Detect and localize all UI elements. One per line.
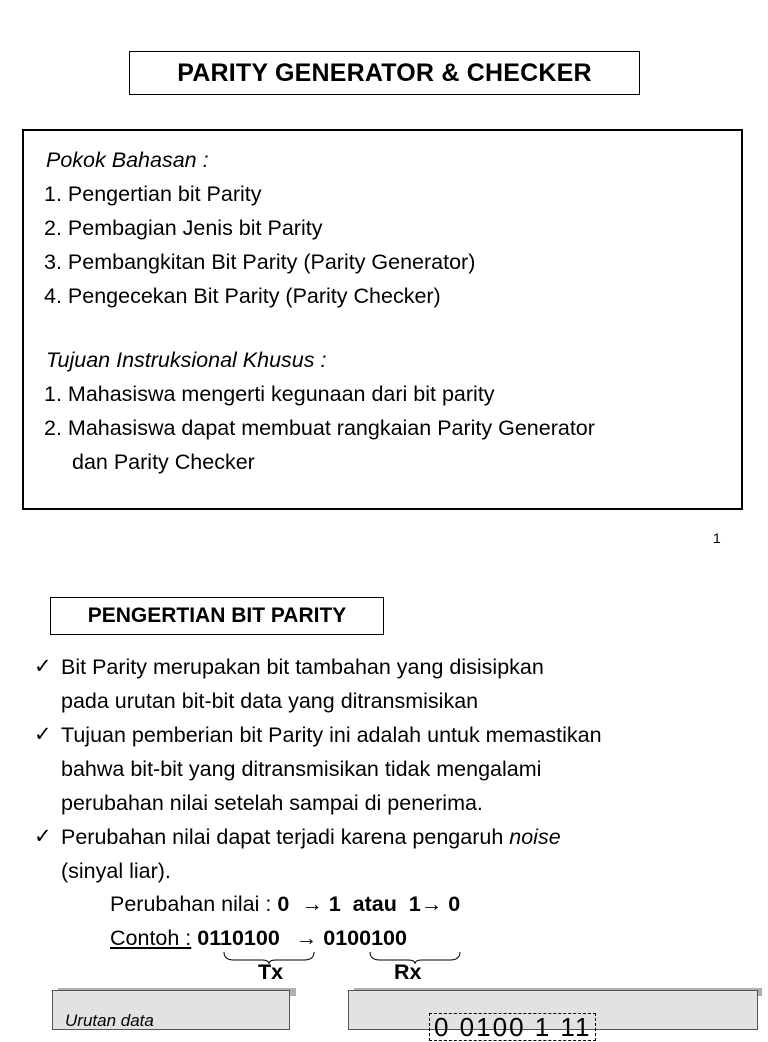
- check-icon: ✓: [34, 825, 52, 848]
- bullet-text: Perubahan nilai dapat terjadi karena pengaruh: [61, 825, 510, 849]
- check-icon: ✓: [34, 655, 52, 678]
- tx-label: Tx: [258, 960, 284, 984]
- bullet-line: perubahan nilai setelah sampai di penerima.: [61, 791, 483, 815]
- noise-word: noise: [509, 825, 561, 849]
- outline-item: 3. Pembangkitan Bit Parity (Parity Generator): [44, 250, 476, 274]
- objectives-heading: Tujuan Instruksional Khusus :: [46, 348, 327, 372]
- objective-item-continued: dan Parity Checker: [72, 450, 255, 474]
- change-line: [110, 891, 460, 917]
- bullet-line: pada urutan bit-bit data yang ditransmisikan: [61, 689, 479, 713]
- section-heading-box: [50, 597, 384, 635]
- outline-item: 2. Pembagian Jenis bit Parity: [44, 216, 323, 240]
- page-title: [129, 51, 640, 95]
- example-rx-bits: 0100100: [323, 926, 407, 950]
- section-heading: PENGERTIAN BIT PARITY: [87, 604, 347, 627]
- bullet-line: bahwa bit-bit yang ditransmisikan tidak mengalami: [61, 757, 542, 781]
- right-panel: [348, 990, 758, 1042]
- bullet-line: Bit Parity merupakan bit tambahan yang disisipkan: [61, 655, 544, 679]
- left-panel: [52, 990, 290, 1030]
- example-label: Contoh :: [110, 926, 192, 950]
- check-icon: ✓: [34, 723, 52, 746]
- outline-item: 1. Pengertian bit Parity: [44, 182, 262, 206]
- example-tx-bits: 0110100: [197, 926, 280, 950]
- outline-item: 4. Pengecekan Bit Parity (Parity Checker): [44, 284, 441, 308]
- rx-label: Rx: [394, 960, 422, 984]
- left-panel-text: Urutan data: [65, 1011, 154, 1030]
- right-panel-bits: 0 0100 1 11: [429, 1013, 596, 1041]
- objective-item: 1. Mahasiswa mengerti kegunaan dari bit parity: [44, 382, 495, 406]
- arrow-icon: →: [295, 926, 318, 950]
- bullet-line: [61, 824, 561, 850]
- example-line: [110, 925, 407, 951]
- change-label: Perubahan nilai :: [110, 892, 278, 916]
- change-value: 0 → 1 atau 1→ 0: [277, 892, 461, 916]
- outline-box: [22, 129, 743, 510]
- bullet-line: (sinyal liar).: [61, 859, 171, 883]
- title-text: PARITY GENERATOR & CHECKER: [177, 58, 592, 87]
- objective-item: 2. Mahasiswa dapat membuat rangkaian Parity Generator: [44, 416, 595, 440]
- bullet-line: Tujuan pemberian bit Parity ini adalah untuk memastikan: [61, 723, 602, 747]
- page-number: 1: [713, 530, 721, 546]
- outline-heading: Pokok Bahasan :: [46, 148, 209, 172]
